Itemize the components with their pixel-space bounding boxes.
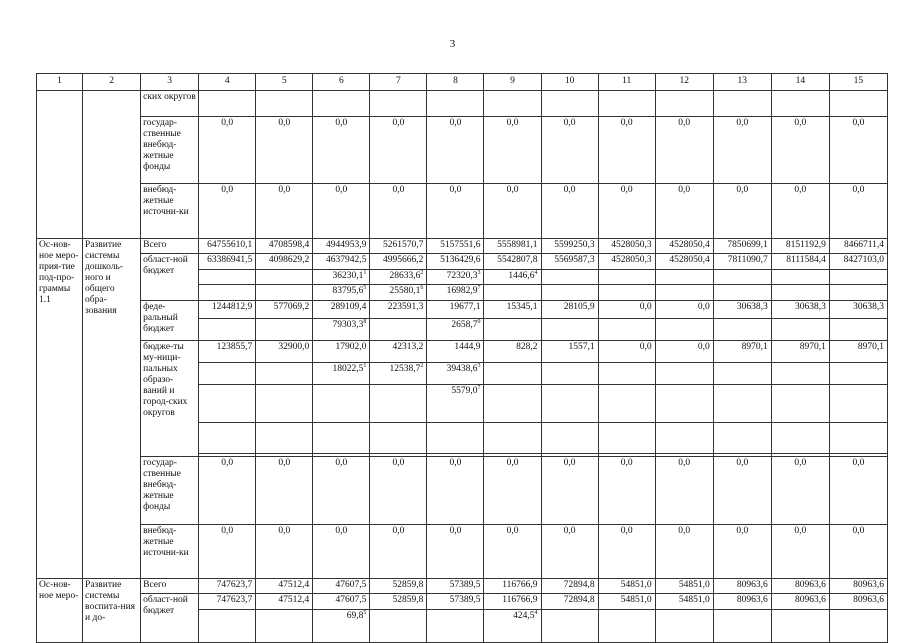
table-row: [37, 594, 888, 609]
value-cell: 0,0: [199, 117, 256, 183]
value-cell: 747623,7: [199, 594, 256, 609]
cell-empty: [37, 90, 83, 238]
value-cell: 8970,1: [829, 340, 887, 362]
header-cell: 10: [541, 74, 598, 91]
value-cell: 0,0: [713, 525, 771, 578]
table-row: [37, 525, 888, 578]
value-cell: 80963,6: [771, 594, 829, 609]
value-cell: 4528050,3: [598, 238, 655, 253]
value-cell: 0,0: [370, 456, 427, 525]
value-cell: 39438,6$^3$: [427, 362, 484, 384]
value-cell: 0,0: [199, 183, 256, 238]
value-cell: 32900,0: [256, 340, 313, 362]
value-cell: 116766,9: [484, 578, 541, 593]
value-cell: 17902,0: [313, 340, 370, 362]
value-cell: 57389,5: [427, 594, 484, 609]
value-cell: 18022,5$^1$: [313, 362, 370, 384]
table-row: [37, 456, 888, 525]
header-cell: 15: [829, 74, 887, 91]
value-cell: 0,0: [370, 525, 427, 578]
value-cell: 0,0: [484, 525, 541, 578]
value-cell: 4098629,2: [256, 254, 313, 269]
value-cell: 0,0: [484, 183, 541, 238]
value-cell: 0,0: [199, 456, 256, 525]
header-cell: 12: [655, 74, 713, 91]
header-cell: 6: [313, 74, 370, 91]
value-cell: 0,0: [427, 117, 484, 183]
value-cell: 57389,5: [427, 578, 484, 593]
value-cell: 0,0: [427, 183, 484, 238]
value-cell: 0,0: [598, 456, 655, 525]
value-cell: 5599250,3: [541, 238, 598, 253]
value-cell: 54851,0: [598, 594, 655, 609]
value-cell: 8466711,4: [829, 238, 887, 253]
header-cell: 4: [199, 74, 256, 91]
value-cell: 42313,2: [370, 340, 427, 362]
header-cell: 13: [713, 74, 771, 91]
value-cell: 0,0: [370, 117, 427, 183]
activity-label: Ос-нов-ное меро-: [37, 578, 83, 642]
value-cell: 0,0: [655, 117, 713, 183]
value-cell: 28105,9: [541, 300, 598, 319]
header-cell: 14: [771, 74, 829, 91]
value-cell: 28633,6$^2$: [370, 269, 427, 284]
value-cell: 4528050,4: [655, 254, 713, 269]
value-cell: 1446,6$^4$: [484, 269, 541, 284]
value-cell: 0,0: [829, 183, 887, 238]
value-cell: 0,0: [541, 525, 598, 578]
table-row: [37, 340, 888, 362]
value-cell: 5157551,6: [427, 238, 484, 253]
row-label: област-ной бюджет: [141, 594, 199, 643]
page-number: 3: [449, 38, 456, 50]
table-row: [37, 254, 888, 269]
value-cell: 123855,7: [199, 340, 256, 362]
value-cell: 0,0: [256, 525, 313, 578]
value-cell: 0,0: [484, 456, 541, 525]
value-cell: 8970,1: [771, 340, 829, 362]
value-cell: 0,0: [598, 340, 655, 362]
value-cell: 0,0: [771, 183, 829, 238]
header-cell: 1: [37, 74, 83, 91]
value-cell: 0,0: [541, 456, 598, 525]
program-label: Развитие системы воспита-ния и до-: [83, 578, 141, 642]
value-cell: 0,0: [199, 525, 256, 578]
header-cell: 7: [370, 74, 427, 91]
value-cell: 577069,2: [256, 300, 313, 319]
value-cell: 30638,3: [829, 300, 887, 319]
value-cell: 4944953,9: [313, 238, 370, 253]
program-label: Развитие системы дошколь-ного и общего обра-зования: [83, 238, 141, 578]
table-row: [37, 183, 888, 238]
value-cell: 54851,0: [655, 594, 713, 609]
value-cell: 47607,5: [313, 594, 370, 609]
value-cell: 79303,3$^8$: [313, 319, 370, 340]
value-cell: 424,5$^4$: [484, 609, 541, 642]
value-cell: 8151192,9: [771, 238, 829, 253]
header-cell: 5: [256, 74, 313, 91]
value-cell: 72320,3$^3$: [427, 269, 484, 284]
value-cell: 0,0: [370, 183, 427, 238]
row-label: ских округов: [141, 90, 199, 117]
value-cell: 0,0: [655, 340, 713, 362]
value-cell: 64755610,1: [199, 238, 256, 253]
row-label: внебюд-жетные источни-ки: [141, 525, 199, 578]
row-label: Всего: [141, 578, 199, 593]
row-label: Всего: [141, 238, 199, 253]
value-cell: 0,0: [713, 456, 771, 525]
value-cell: 5261570,7: [370, 238, 427, 253]
value-cell: 4528050,4: [655, 238, 713, 253]
value-cell: 52859,8: [370, 594, 427, 609]
header-cell: 2: [83, 74, 141, 91]
value-cell: 0,0: [655, 183, 713, 238]
value-cell: 0,0: [598, 117, 655, 183]
value-cell: 19677,1: [427, 300, 484, 319]
value-cell: 30638,3: [771, 300, 829, 319]
value-cell: 0,0: [256, 456, 313, 525]
value-cell: 72894,8: [541, 594, 598, 609]
value-cell: 0,0: [829, 456, 887, 525]
value-cell: 15345,1: [484, 300, 541, 319]
table-row: [37, 578, 888, 593]
activity-label: Ос-нов-ное меро-прия-тие под-про-граммы 1.1: [37, 238, 83, 578]
value-cell: 5542807,8: [484, 254, 541, 269]
value-cell: 30638,3: [713, 300, 771, 319]
row-label: бюдже-ты му-ници-пальных образо-ваний и город-ских округов: [141, 340, 199, 456]
value-cell: 0,0: [313, 117, 370, 183]
value-cell: 223591,3: [370, 300, 427, 319]
value-cell: 36230,1$^1$: [313, 269, 370, 284]
value-cell: 83795,6$^5$: [313, 285, 370, 300]
value-cell: 289109,4: [313, 300, 370, 319]
value-cell: 0,0: [771, 525, 829, 578]
value-cell: 63386941,5: [199, 254, 256, 269]
value-cell: 52859,8: [370, 578, 427, 593]
value-cell: 7850699,1: [713, 238, 771, 253]
header-cell: 8: [427, 74, 484, 91]
value-cell: 0,0: [541, 117, 598, 183]
table-row: [37, 117, 888, 183]
value-cell: 5569587,3: [541, 254, 598, 269]
value-cell: 0,0: [484, 117, 541, 183]
value-cell: 1557,1: [541, 340, 598, 362]
value-cell: 7811090,7: [713, 254, 771, 269]
value-cell: 54851,0: [598, 578, 655, 593]
value-cell: 1444,9: [427, 340, 484, 362]
value-cell: 747623,7: [199, 578, 256, 593]
value-cell: 4637942,5: [313, 254, 370, 269]
value-cell: 47512,4: [256, 578, 313, 593]
value-cell: 8427103,0: [829, 254, 887, 269]
value-cell: 5579,0$^7$: [427, 384, 484, 422]
header-cell: 11: [598, 74, 655, 91]
value-cell: 72894,8: [541, 578, 598, 593]
value-cell: 47512,4: [256, 594, 313, 609]
value-cell: 0,0: [313, 525, 370, 578]
table-row: [37, 238, 888, 253]
header-cell: 3: [141, 74, 199, 91]
cell-empty: [83, 90, 141, 238]
header-row: [37, 74, 888, 91]
value-cell: 2658,7$^9$: [427, 319, 484, 340]
value-cell: 0,0: [771, 456, 829, 525]
value-cell: 54851,0: [655, 578, 713, 593]
value-cell: 0,0: [598, 300, 655, 319]
value-cell: 0,0: [655, 456, 713, 525]
value-cell: 1244812,9: [199, 300, 256, 319]
value-cell: 0,0: [256, 117, 313, 183]
value-cell: 12538,7$^2$: [370, 362, 427, 384]
value-cell: 0,0: [313, 456, 370, 525]
table-row: [37, 300, 888, 319]
value-cell: 4528050,3: [598, 254, 655, 269]
value-cell: 0,0: [598, 525, 655, 578]
value-cell: 0,0: [655, 300, 713, 319]
row-label: област-ной бюджет: [141, 254, 199, 300]
value-cell: 0,0: [256, 183, 313, 238]
value-cell: 69,8$^5$: [313, 609, 370, 642]
value-cell: 5558981,1: [484, 238, 541, 253]
value-cell: 80963,6: [829, 594, 887, 609]
value-cell: 8111584,4: [771, 254, 829, 269]
value-cell: 0,0: [313, 183, 370, 238]
value-cell: 8970,1: [713, 340, 771, 362]
value-cell: 5136429,6: [427, 254, 484, 269]
value-cell: 16982,9$^7$: [427, 285, 484, 300]
value-cell: 0,0: [598, 183, 655, 238]
value-cell: 4708598,4: [256, 238, 313, 253]
value-cell: 80963,6: [829, 578, 887, 593]
value-cell: 0,0: [713, 117, 771, 183]
value-cell: 0,0: [829, 117, 887, 183]
header-cell: 9: [484, 74, 541, 91]
row-label: государ-ственные внебюд-жетные фонды: [141, 456, 199, 525]
value-cell: 80963,6: [771, 578, 829, 593]
value-cell: 47607,5: [313, 578, 370, 593]
value-cell: 0,0: [655, 525, 713, 578]
value-cell: 0,0: [427, 456, 484, 525]
value-cell: 0,0: [829, 525, 887, 578]
value-cell: 828,2: [484, 340, 541, 362]
value-cell: 80963,6: [713, 578, 771, 593]
value-cell: 0,0: [427, 525, 484, 578]
value-cell: 0,0: [713, 183, 771, 238]
value-cell: 116766,9: [484, 594, 541, 609]
row-label: феде-ральный бюджет: [141, 300, 199, 340]
row-label: внебюд-жетные источни-ки: [141, 183, 199, 238]
value-cell: 80963,6: [713, 594, 771, 609]
value-cell: 4995666,2: [370, 254, 427, 269]
value-cell: 0,0: [541, 183, 598, 238]
table-row: [37, 90, 888, 117]
budget-table: [36, 73, 888, 643]
value-cell: 25580,1$^6$: [370, 285, 427, 300]
value-cell: 0,0: [771, 117, 829, 183]
row-label: государ-ственные внебюд-жетные фонды: [141, 117, 199, 183]
